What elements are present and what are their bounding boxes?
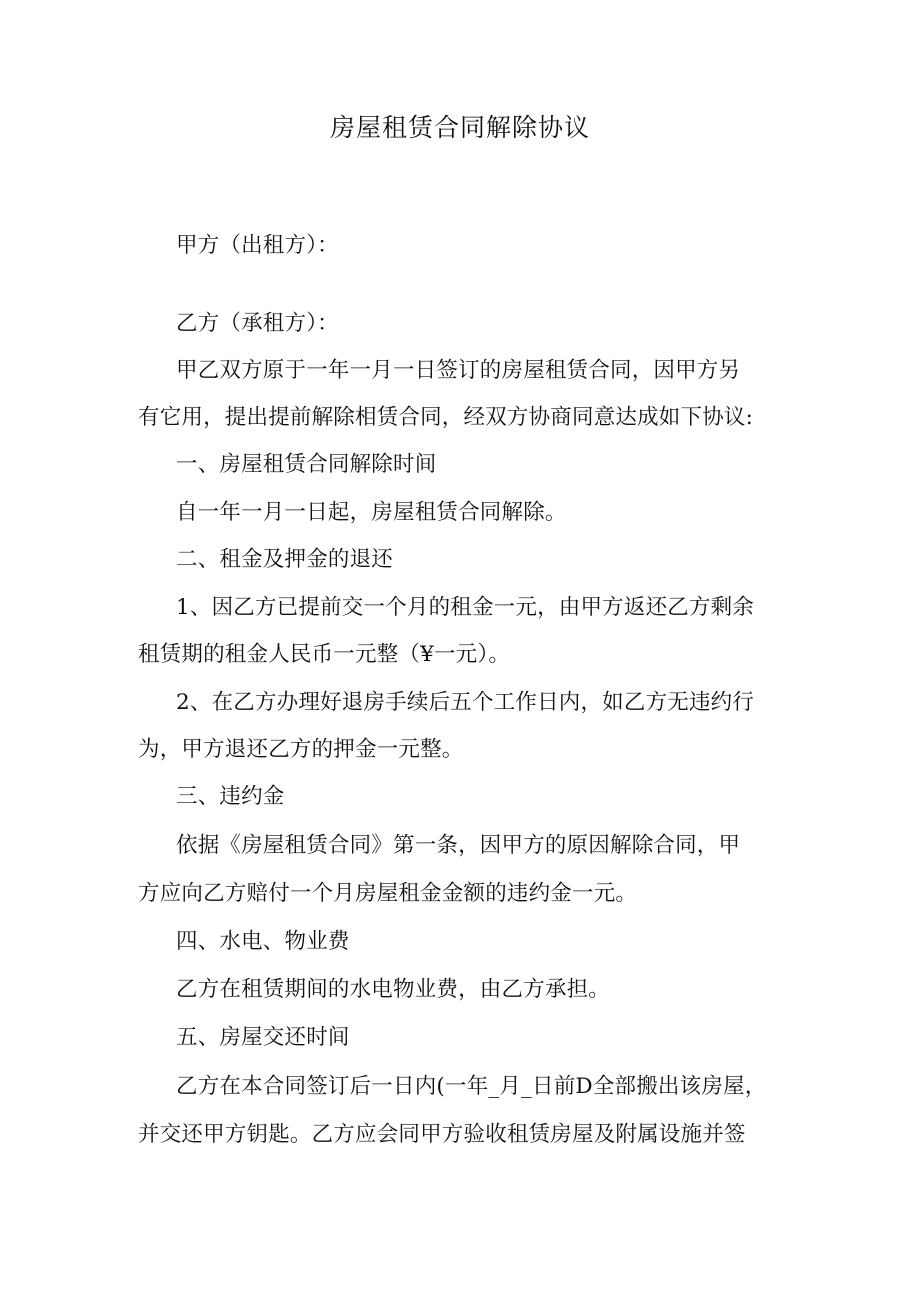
intro-paragraph-line: 甲乙双方原于一年一月一日签订的房屋租赁合同，因甲方另 [176, 358, 741, 383]
paragraph-line: 自一年一月一日起，房屋租赁合同解除。 [176, 500, 567, 525]
party-a-line: 甲方（出租方）： [176, 233, 339, 258]
paragraph-line: 乙方在租赁期间的水电物业费，由乙方承担。 [176, 977, 611, 1002]
paragraph-line: 方应向乙方赔付一个月房屋租金金额的违约金一元。 [138, 881, 638, 906]
section-heading: 二、租金及押金的退还 [176, 547, 394, 572]
paragraph-line: 为，甲方退还乙方的押金一元整。 [138, 737, 464, 762]
paragraph-line: 依据《房屋租赁合同》第一条，因甲方的原因解除合同，甲 [176, 833, 741, 858]
paragraph-line: 2、在乙方办理好退房手续后五个工作日内，如乙方无违约行 [176, 690, 755, 715]
section-heading: 五、房屋交还时间 [176, 1025, 350, 1050]
paragraph-line: 乙方在本合同签订后一日内(一年_月_日前D全部搬出该房屋， [176, 1074, 767, 1099]
intro-paragraph-line: 有它用，提出提前解除相赁合同，经双方协商同意达成如下协议: [138, 405, 754, 430]
section-heading: 三、违约金 [176, 784, 285, 809]
paragraph-line: 租赁期的租金人民币一元整（¥一元）。 [138, 642, 511, 667]
paragraph-line: 1、因乙方已提前交一个月的租金一元，由甲方返还乙方剩余 [176, 595, 755, 620]
party-b-line: 乙方（承租方）： [176, 311, 339, 336]
section-heading: 一、房屋租赁合同解除时间 [176, 452, 437, 477]
document-title: 房屋租赁合同解除协议 [329, 113, 590, 142]
paragraph-line: 并交还甲方钥匙。乙方应会同甲方验收租赁房屋及附属设施并签 [138, 1122, 746, 1147]
section-heading: 四、水电、物业费 [176, 929, 350, 954]
